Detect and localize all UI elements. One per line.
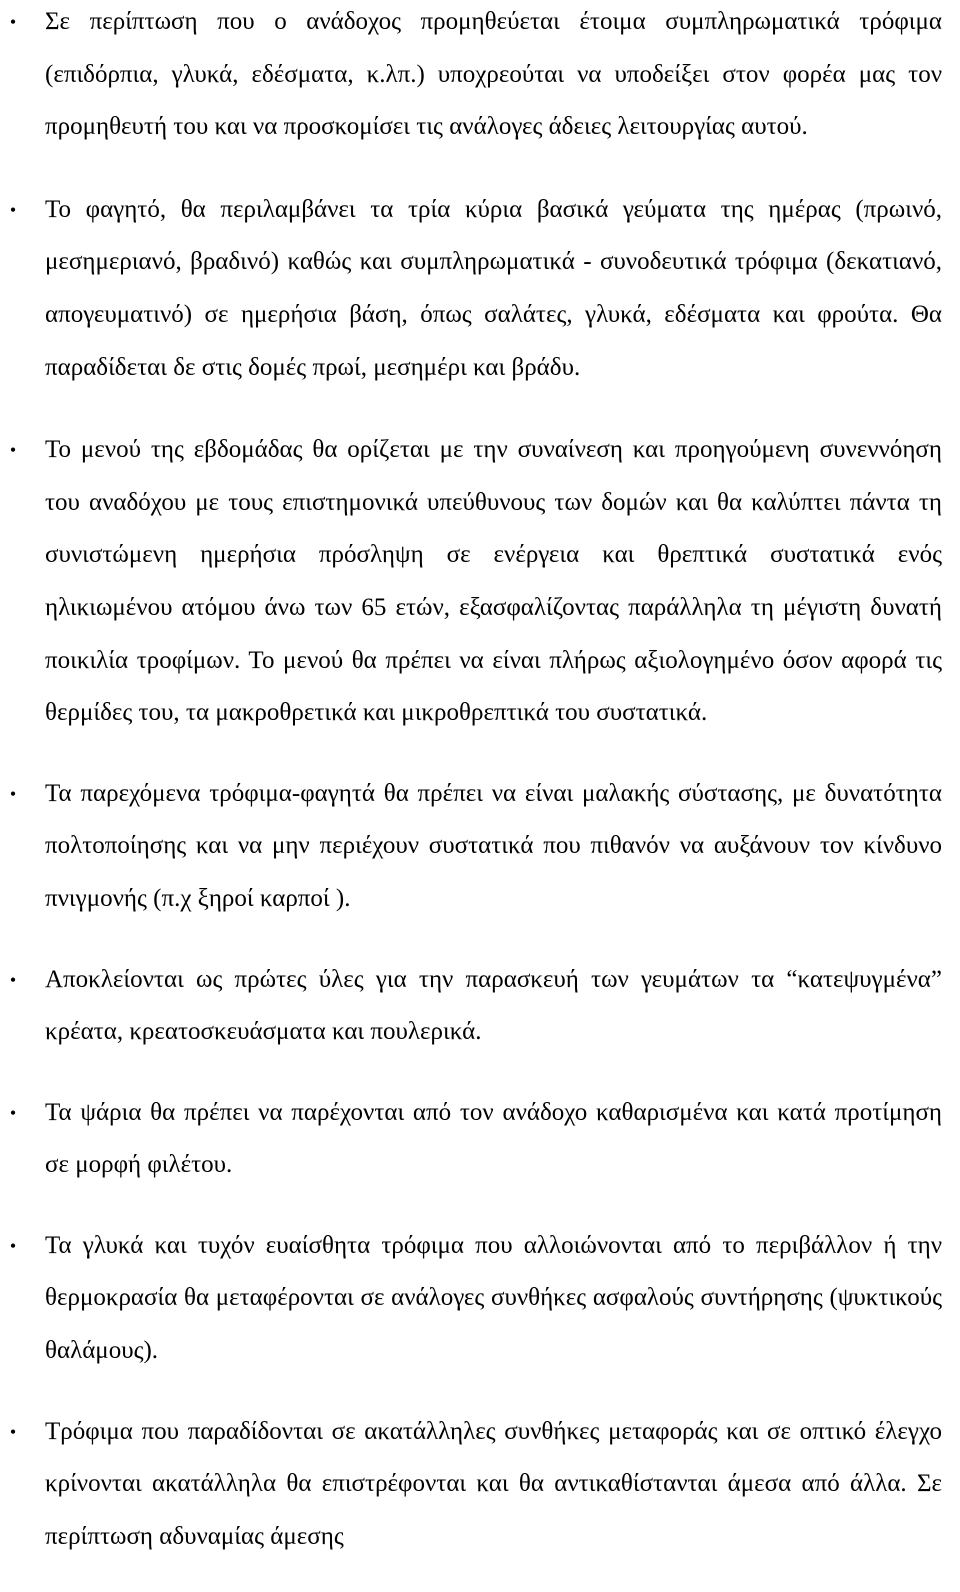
list-item	[0, 768, 960, 926]
bullet-icon: •	[9, 1102, 17, 1123]
paragraph-text: Σε περίπτωση που ο ανάδοχος προμηθεύεται έτοιμα συμπληρωματικά τρόφιμα (επιδόρπια, γλυκά, εδέσματα, κ.λπ.) υποχρεούται να υποδείξει στον φορέα μας τον προμηθευτή του και να προσκομίσει τις ανάλογες άδειες λειτουργίας αυτού.	[45, 8, 942, 141]
paragraph-text: Τα ψάρια θα πρέπει να παρέχονται από τον ανάδοχο καθαρισμένα και κατά προτίμηση σε μορφή φιλέτου.	[45, 1098, 942, 1179]
bullet-icon: •	[9, 1235, 17, 1256]
bullet-icon: •	[9, 12, 17, 32]
paragraph-text: Το μενού της εβδομάδας θα ορίζεται με την συναίνεση και προηγούμενη συνεννόηση του αναδόχου με τους επιστημονικά υπεύθυνους των δομών και θα καλύπτει πάντα τη συνιστώμενη ημερήσια πρόσληψη σε ενέργεια και θρεπτικά συστατικά ενός ηλικιωμένου ατόμου άνω των 65 ετών, εξασφαλίζοντας παράλληλα τη μέγιστη δυνατή ποικιλία τροφίμων. Το μενού θα πρέπει να είναι πλήρως αξιολογημένο όσον αφορά τις θερμίδες του, τα μακροθρετικά και μικροθρεπτικά του συστατικά.	[45, 436, 942, 727]
list-item	[0, 1406, 960, 1564]
bullet-icon: •	[9, 1421, 17, 1442]
list-item	[0, 1087, 960, 1192]
paragraph-text: Το φαγητό, θα περιλαμβάνει τα τρία κύρια βασικά γεύματα της ημέρας (πρωινό, μεσημεριανό, βραδινό) καθώς και συμπληρωματικά - συνοδευτικά τρόφιμα (δεκατιανό, απογευματινό) σε ημερήσια βάση, όπως σαλάτες, γλυκά, εδέσματα και φρούτα. Θα παραδίδεται δε στις δομές πρωί, μεσημέρι και βράδυ.	[45, 195, 942, 381]
list-item	[0, 184, 960, 394]
list-item	[0, 0, 960, 154]
paragraph-text: Τρόφιμα που παραδίδονται σε ακατάλληλες συνθήκες μεταφοράς και σε οπτικό έλεγχο κρίνονται ακατάλληλα θα επιστρέφονται και θα αντικαθίστανται άμεσα από άλλα. Σε περίπτωση αδυναμίας άμεσης	[45, 1417, 942, 1550]
list-item	[0, 424, 960, 740]
bullet-icon: •	[9, 199, 17, 220]
paragraph-text: Αποκλείονται ως πρώτες ύλες για την παρασκευή των γευμάτων τα “κατεψυγμένα” κρέατα, κρεατοσκευάσματα και πουλερικά.	[45, 965, 942, 1046]
list-item	[0, 1220, 960, 1378]
paragraph-text: Τα γλυκά και τυχόν ευαίσθητα τρόφιμα που αλλοιώνονται από το περιβάλλον ή την θερμοκρασία θα μεταφέρονται σε ανάλογες συνθήκες ασφαλούς συντήρησης (ψυκτικούς θαλάμους).	[45, 1231, 942, 1365]
bullet-icon: •	[9, 440, 17, 461]
list-item	[0, 954, 960, 1059]
paragraph-text: Τα παρεχόμενα τρόφιμα-φαγητά θα πρέπει να είναι μαλακής σύστασης, με δυνατότητα πολτοποίησης και να μην περιέχουν συστατικά που πιθανόν να αυξάνουν τον κίνδυνο πνιγμονής (π.χ ξηροί καρποί ).	[45, 779, 942, 912]
bullet-icon: •	[9, 783, 17, 804]
bullet-icon: •	[9, 969, 17, 990]
